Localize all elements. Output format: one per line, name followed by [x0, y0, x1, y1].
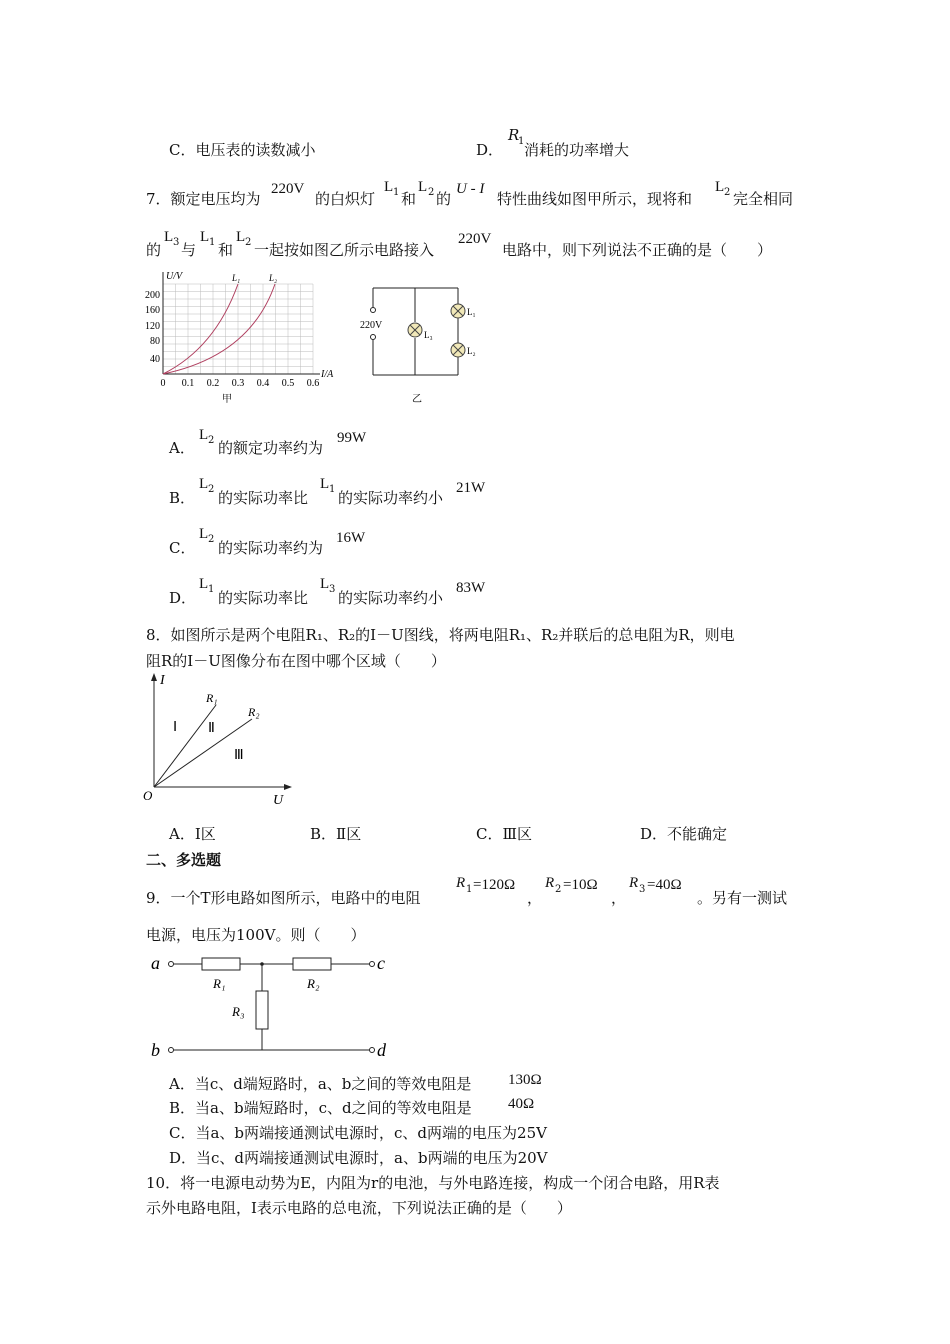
q9-option-a-value: 130Ω — [508, 1072, 542, 1088]
circuit-voltage-label: 220V — [360, 320, 383, 331]
q8-option-c: C．Ⅲ区 — [476, 825, 532, 843]
q6-option-c: C．电压表的读数减小 — [169, 141, 316, 159]
q9-t-circuit — [140, 948, 400, 1062]
q7-option-d-l3-sub: 3 — [329, 584, 336, 595]
chart-xtick-0.2: 0.2 — [206, 378, 220, 389]
q7-option-c-l-symbol: L — [199, 526, 209, 542]
q7-line2-b: 一起按如图乙所示电路接入 — [254, 241, 435, 259]
chart-xtick-0.5: 0.5 — [281, 378, 295, 389]
q8-option-b: B．Ⅱ区 — [310, 825, 362, 843]
q7-l1-symbol-2: L — [200, 229, 210, 245]
graph-region-3: Ⅲ — [234, 748, 244, 763]
q9-r3-sub: 3 — [639, 884, 646, 895]
q7-option-c-text: 的实际功率约为 — [218, 539, 324, 557]
q7-option-d-text1: 的实际功率比 — [218, 589, 309, 607]
lamp-l2-icon — [451, 343, 465, 357]
q7-option-b-label: B． — [169, 489, 196, 507]
q7-line1-d: 完全相同 — [733, 190, 794, 208]
chart-ytick-40: 40 — [150, 354, 160, 365]
q7-option-d-l3-symbol: L — [320, 576, 330, 592]
chart-xtick-0.3: 0.3 — [231, 378, 245, 389]
q7-option-d-l1-symbol: L — [199, 576, 209, 592]
q7-l2-symbol-2: L — [715, 179, 725, 195]
q7-option-b-value: 21W — [456, 480, 486, 496]
q6-option-d-symbol: R — [508, 126, 520, 144]
graph-region-1: Ⅰ — [173, 720, 178, 735]
chart-xtick-0.4: 0.4 — [256, 378, 270, 389]
q7-l2-sub: 2 — [428, 187, 435, 198]
q9-comma-1: ， — [527, 889, 543, 907]
chart-ytick-160: 160 — [145, 305, 160, 316]
graph-x-axis-label: U — [273, 793, 284, 808]
q9-r1-symbol: R — [456, 875, 466, 891]
q7-option-c-l-sub: 2 — [208, 534, 215, 545]
q9-r3-value: =40Ω — [647, 877, 682, 893]
q9-line2: 电源，电压为100V。则（ ） — [146, 926, 366, 944]
q7-option-a-l-symbol: L — [199, 427, 209, 443]
q10-line2: 示外电路电阻，I表示电路的总电流，下列说法正确的是（ ） — [146, 1199, 572, 1217]
q7-l3-symbol: L — [164, 229, 174, 245]
q6-option-d-subscript: 1 — [518, 136, 525, 147]
circuit-lamp-l2-label: L₂ — [467, 346, 476, 356]
q7-l2-symbol: L — [418, 179, 428, 195]
q7-option-d-label: D． — [169, 589, 197, 607]
q7-option-a-label: A． — [169, 439, 195, 457]
q9-r1-value: =120Ω — [473, 877, 516, 893]
chart-x-label: I/A — [321, 369, 334, 380]
q8-option-a: A．Ⅰ区 — [169, 825, 216, 843]
terminal-d-label: d — [377, 1040, 386, 1060]
chart-y-label: U/V — [166, 271, 183, 282]
q9-r2-value: =10Ω — [563, 877, 598, 893]
circuit-lamp-l3-label: L₃ — [424, 330, 433, 340]
q7-l2-symbol-3: L — [236, 229, 246, 245]
q7-line1-c: 特性曲线如图甲所示，现将和 — [497, 190, 693, 208]
chart-xtick-0: 0 — [160, 378, 166, 389]
q7-he-1: 和 — [401, 190, 417, 208]
chart-xtick-0.6: 0.6 — [306, 378, 320, 389]
resistor-r3-label: R₃ — [232, 1004, 245, 1019]
q7-l3-sub: 3 — [173, 237, 180, 248]
terminal-a-label: a — [151, 953, 160, 973]
q9-option-d: D．当c、d两端接通测试电源时，a、b两端的电压为20V — [169, 1149, 548, 1167]
terminal-b-label: b — [151, 1040, 160, 1060]
q7-de-1: 的 — [436, 190, 452, 208]
q7-option-b-text2: 的实际功率约小 — [338, 489, 444, 507]
terminal-c-label: c — [377, 953, 385, 973]
q10-line1: 10．将一电源电动势为E，内阻为r的电池，与外电路连接，构成一个闭合电路，用R表 — [146, 1174, 720, 1192]
q9-line1-b: 。另有一测试 — [697, 889, 788, 907]
q7-option-a-value: 99W — [337, 430, 367, 446]
chart-ytick-200: 200 — [145, 290, 160, 301]
lamp-l3-icon — [408, 323, 422, 337]
circuit-caption: 乙 — [412, 394, 422, 405]
q7-yu: 与 — [181, 241, 197, 259]
chart-curve-l1: L₁ — [232, 273, 241, 283]
resistor-r1-label: R₁ — [213, 976, 226, 991]
q7-line2-c: 电路中，则下列说法不正确的是（ ） — [502, 241, 773, 259]
q7-option-b-text1: 的实际功率比 — [218, 489, 309, 507]
q9-r3-symbol: R — [629, 875, 639, 891]
q7-line2-a: 的 — [146, 241, 162, 259]
q7-option-c-label: C． — [169, 539, 196, 557]
graph-region-2: Ⅱ — [208, 721, 215, 736]
chart-ytick-120: 120 — [145, 321, 160, 332]
graph-r2-label: R₂ — [248, 705, 260, 719]
q9-r2-sub: 2 — [555, 884, 562, 895]
q7-option-d-text2: 的实际功率约小 — [338, 589, 444, 607]
graph-origin-label: O — [143, 788, 153, 803]
q9-comma-2: ， — [611, 889, 627, 907]
q8-option-d: D．不能确定 — [640, 825, 728, 843]
q8-iu-graph — [140, 672, 300, 808]
q7-option-d-value: 83W — [456, 580, 486, 596]
q7-he-2: 和 — [218, 241, 234, 259]
q7-voltage-220-2: 220V — [458, 231, 492, 247]
circuit-lamp-l1-label: L₁ — [467, 307, 476, 317]
q9-option-b-value: 40Ω — [508, 1096, 535, 1112]
q7-circuit-diagram — [355, 280, 490, 406]
chart-caption: 甲 — [222, 394, 232, 405]
chart-xtick-0.1: 0.1 — [181, 378, 195, 389]
q7-line1-b: 的白炽灯 — [315, 190, 376, 208]
q7-option-b-l1-symbol: L — [320, 476, 330, 492]
q7-l1-sub-2: 1 — [209, 237, 216, 248]
q6-option-d-label: D． — [476, 141, 504, 159]
q7-option-a-text: 的额定功率约为 — [218, 439, 324, 457]
q7-l2-sub-2: 2 — [724, 187, 731, 198]
section-title-multiple-choice: 二、多选题 — [146, 851, 222, 869]
resistor-r2-label: R₂ — [307, 976, 320, 991]
q7-l1-sub: 1 — [393, 187, 400, 198]
q7-option-b-l2-symbol: L — [199, 476, 209, 492]
q7-ui-label: U - I — [456, 181, 485, 197]
q9-r1-sub: 1 — [466, 884, 473, 895]
lamp-l1-icon — [451, 304, 465, 318]
q8-line1: 8．如图所示是两个电阻R₁、R₂的I－U图线，将两电阻R₁、R₂并联后的总电阻为R，则电 — [146, 626, 735, 644]
graph-r1-label: R₁ — [206, 691, 218, 705]
q8-line2: 阻R的I－U图像分布在图中哪个区域（ ） — [146, 652, 446, 670]
q7-line1-a: 7．额定电压均为 — [146, 190, 261, 208]
chart-ytick-80: 80 — [150, 336, 160, 347]
q7-option-b-l1-sub: 1 — [329, 484, 336, 495]
chart-curve-l2: L₂ — [269, 273, 278, 283]
q7-option-a-l-sub: 2 — [208, 435, 215, 446]
graph-y-axis-label: I — [160, 673, 165, 688]
q7-option-d-l1-sub: 1 — [208, 584, 215, 595]
q7-voltage-220: 220V — [271, 181, 305, 197]
q9-option-a: A．当c、d端短路时，a、b之间的等效电阻是 — [169, 1075, 472, 1093]
q7-l1-symbol: L — [384, 179, 394, 195]
q9-option-c: C．当a、b两端接通测试电源时，c、d两端的电压为25V — [169, 1124, 547, 1142]
q9-option-b: B．当a、b端短路时，c、d之间的等效电阻是 — [169, 1099, 472, 1117]
q6-option-d-text: 消耗的功率增大 — [524, 141, 630, 159]
q7-option-b-l2-sub: 2 — [208, 484, 215, 495]
q7-option-c-value: 16W — [336, 530, 366, 546]
q9-r2-symbol: R — [545, 875, 555, 891]
q7-ui-chart — [140, 268, 355, 406]
q7-l2-sub-3: 2 — [245, 237, 252, 248]
q9-line1-a: 9．一个T形电路如图所示，电路中的电阻 — [146, 889, 421, 907]
